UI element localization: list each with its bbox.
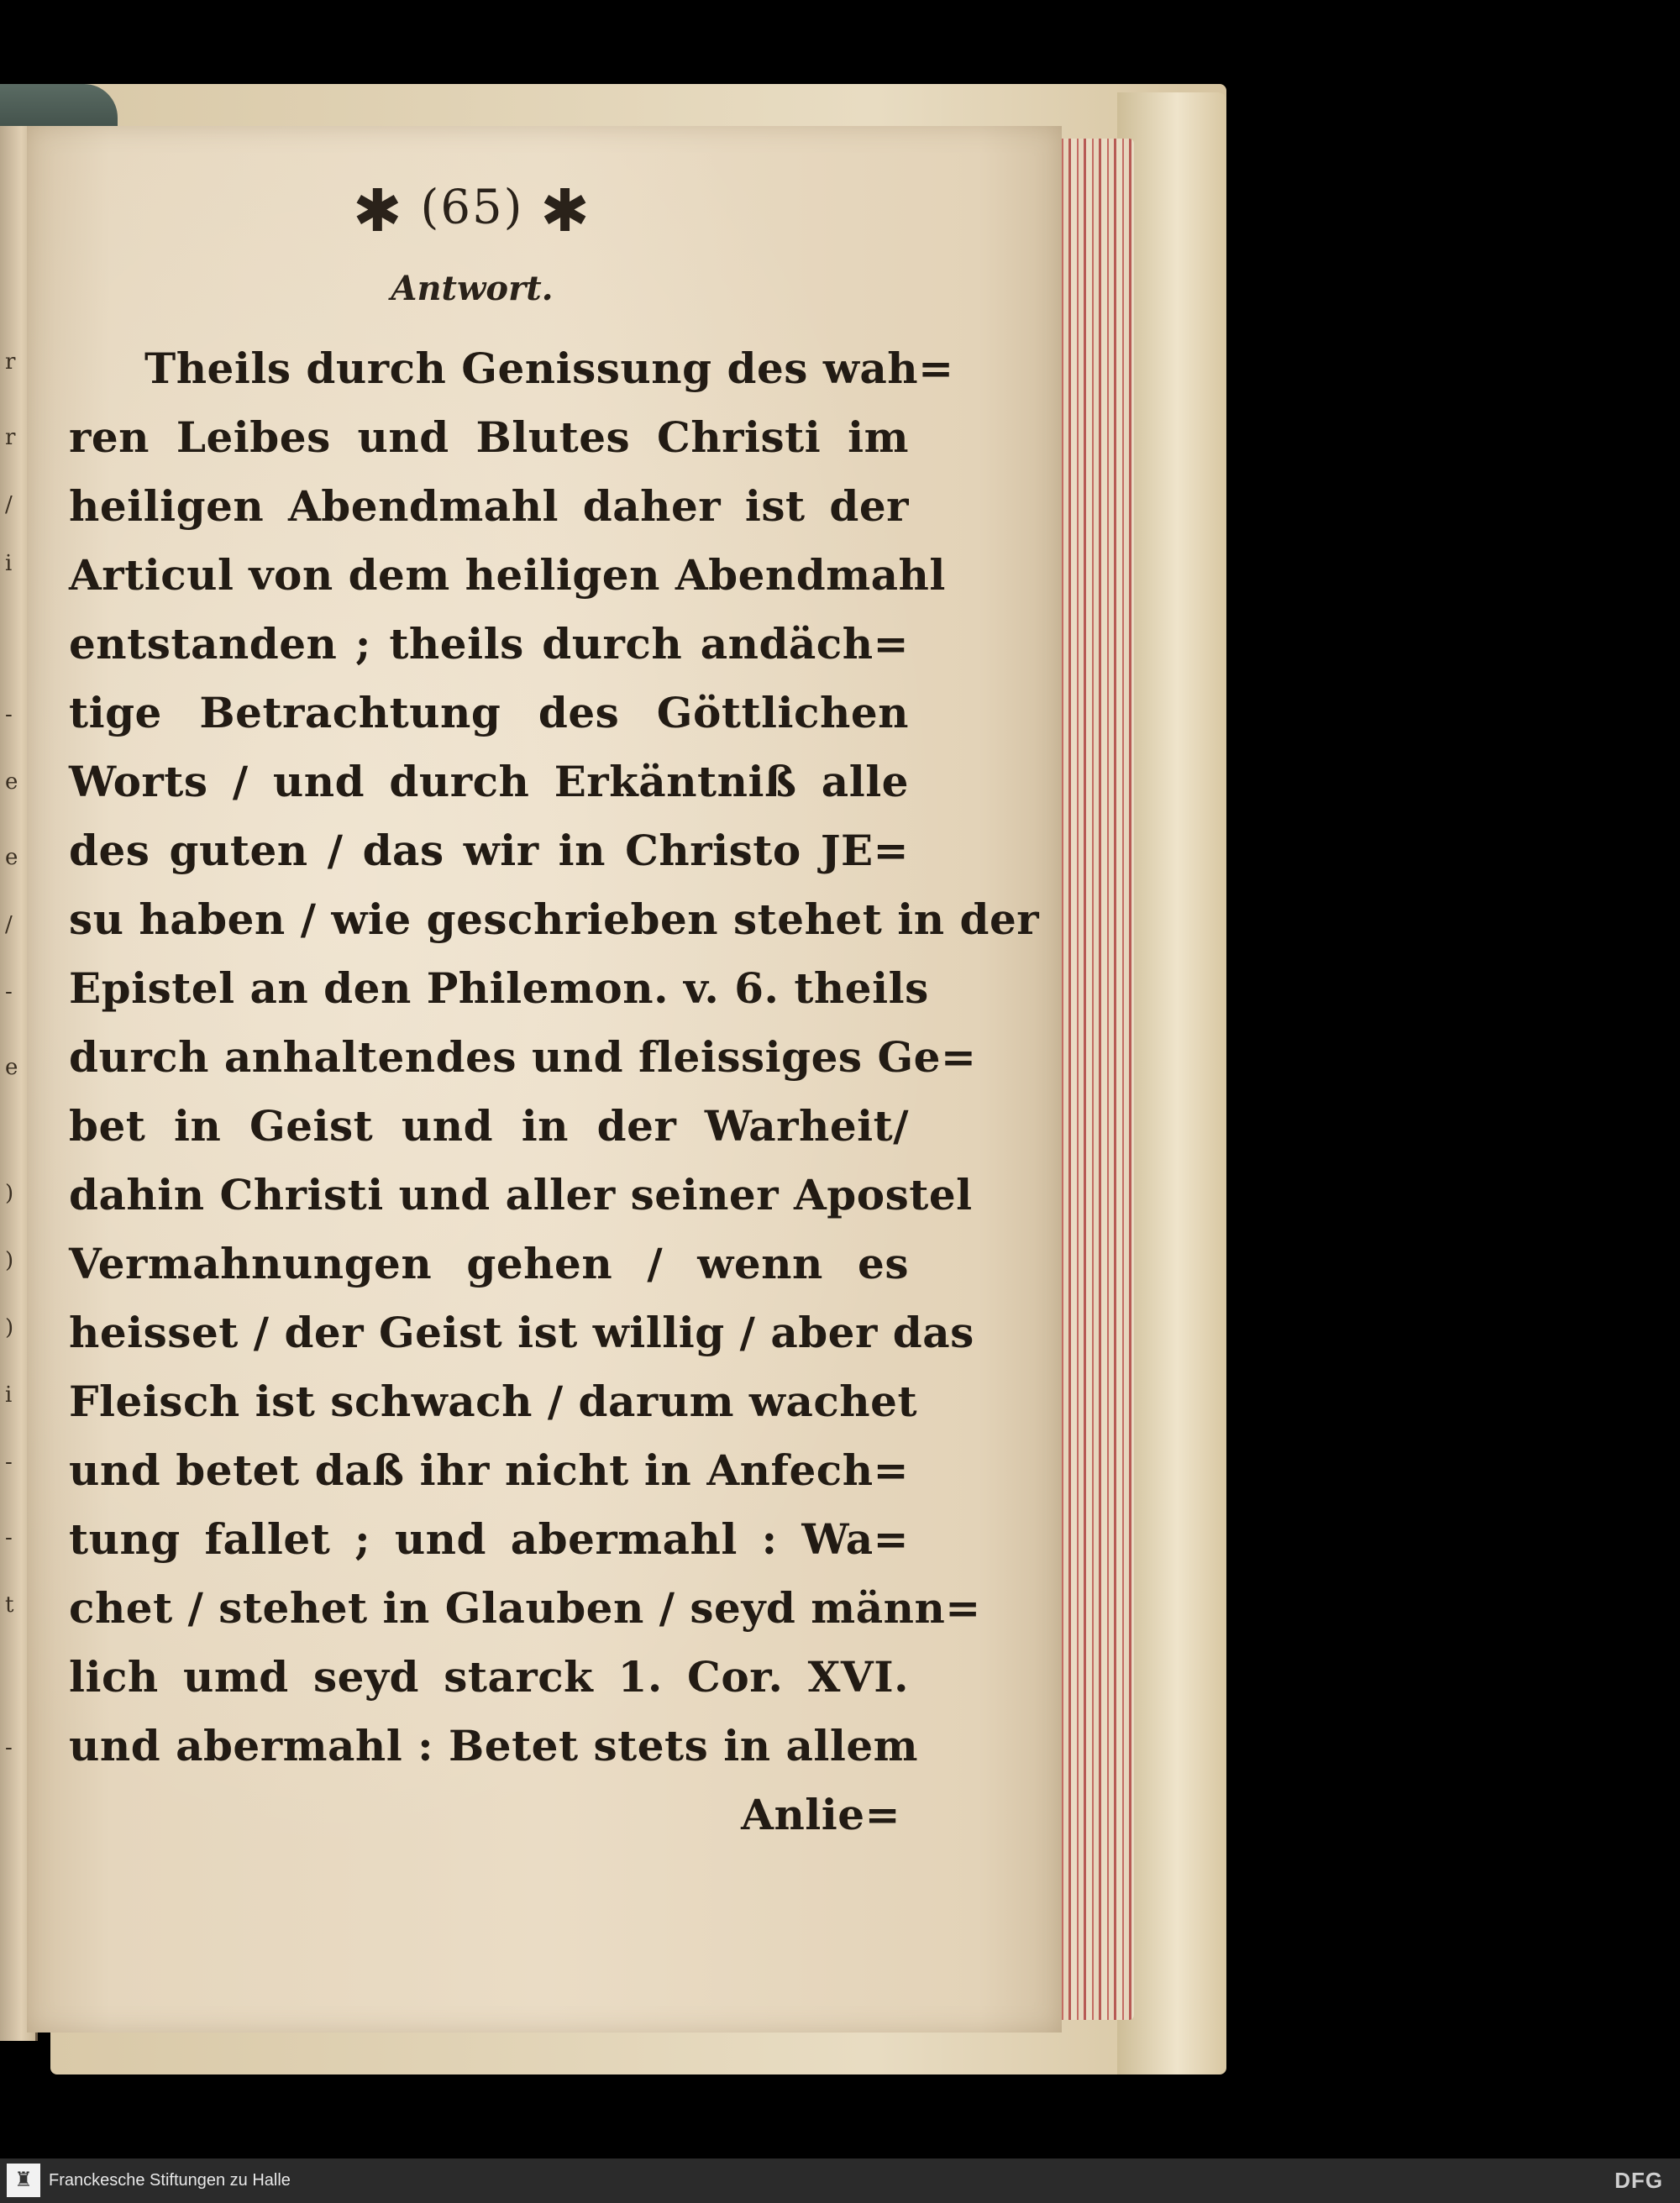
text-line: Articul von dem heiligen Abendmahl <box>69 550 946 600</box>
ornament-star-icon: ✱ <box>540 176 591 245</box>
text-line: Fleisch ist schwach / darum wachet <box>69 1377 918 1426</box>
text-line: Worts / und durch Erkäntniß alle <box>69 757 909 806</box>
text-line: chet / stehet in Glauben / seyd männ= <box>69 1583 981 1633</box>
institution-logo-icon[interactable]: ♜ <box>7 2164 40 2197</box>
prev-page-mark: r <box>5 425 16 450</box>
prev-page-mark: r <box>5 349 16 375</box>
institution-name: Franckesche Stiftungen zu Halle <box>49 2171 291 2190</box>
ornament-star-icon: ✱ <box>353 176 404 245</box>
page-number: (65) <box>420 180 524 235</box>
text-line: Vermahnungen gehen / wenn es <box>69 1239 909 1288</box>
book-page <box>27 126 1062 2033</box>
prev-page-mark: e <box>5 1055 18 1080</box>
page-number-header <box>27 176 917 245</box>
text-line: und abermahl : Betet stets in allem <box>69 1721 919 1770</box>
prev-page-mark: t <box>5 1592 14 1618</box>
text-line: Epistel an den Philemon. v. 6. theils <box>69 963 929 1013</box>
text-line: su haben / wie geschrieben stehet in der <box>69 894 1040 944</box>
text-line: tung fallet ; und abermahl : Wa= <box>69 1514 909 1564</box>
text-line: Theils durch Genissung des wah= <box>144 344 954 393</box>
prev-page-mark: - <box>5 1450 13 1475</box>
text-line: lich umd seyd starck 1. Cor. XVI. <box>69 1652 909 1702</box>
prev-page-mark: / <box>5 492 13 517</box>
prev-page-mark: ) <box>5 1315 14 1340</box>
prev-page-mark: ) <box>5 1181 14 1206</box>
prev-page-mark: / <box>5 912 13 937</box>
catchword: Anlie= <box>741 1790 900 1839</box>
text-line: ren Leibes und Blutes Christi im <box>69 412 909 462</box>
text-line: des guten / das wir in Christo JE= <box>69 826 909 875</box>
prev-page-mark: - <box>5 979 13 1004</box>
prev-page-mark: e <box>5 845 18 870</box>
dfg-logo[interactable]: DFG <box>1614 2168 1663 2193</box>
prev-page-mark: - <box>5 702 13 727</box>
text-line: entstanden ; theils durch andäch= <box>69 619 909 669</box>
text-line: tige Betrachtung des Göttlichen <box>69 688 909 737</box>
text-line: dahin Christi und aller seiner Apostel <box>69 1170 973 1220</box>
text-line: durch anhaltendes und fleissiges Ge= <box>69 1032 977 1082</box>
prev-page-mark: i <box>5 1382 13 1408</box>
prev-page-mark: - <box>5 1735 13 1760</box>
footer-bar <box>0 2158 1680 2203</box>
text-line: heiligen Abendmahl daher ist der <box>69 481 909 531</box>
prev-page-mark: e <box>5 769 18 795</box>
text-line: und betet daß ihr nicht in Anfech= <box>69 1445 909 1495</box>
text-line: bet in Geist und in der Warheit/ <box>69 1101 909 1151</box>
section-heading: Antwort. <box>391 269 554 308</box>
prev-page-mark: ) <box>5 1248 14 1273</box>
prev-page-mark: - <box>5 1525 13 1550</box>
prev-page-mark: i <box>5 551 13 576</box>
text-line: heisset / der Geist ist willig / aber das <box>69 1308 974 1357</box>
page-body-text <box>69 334 1040 1849</box>
